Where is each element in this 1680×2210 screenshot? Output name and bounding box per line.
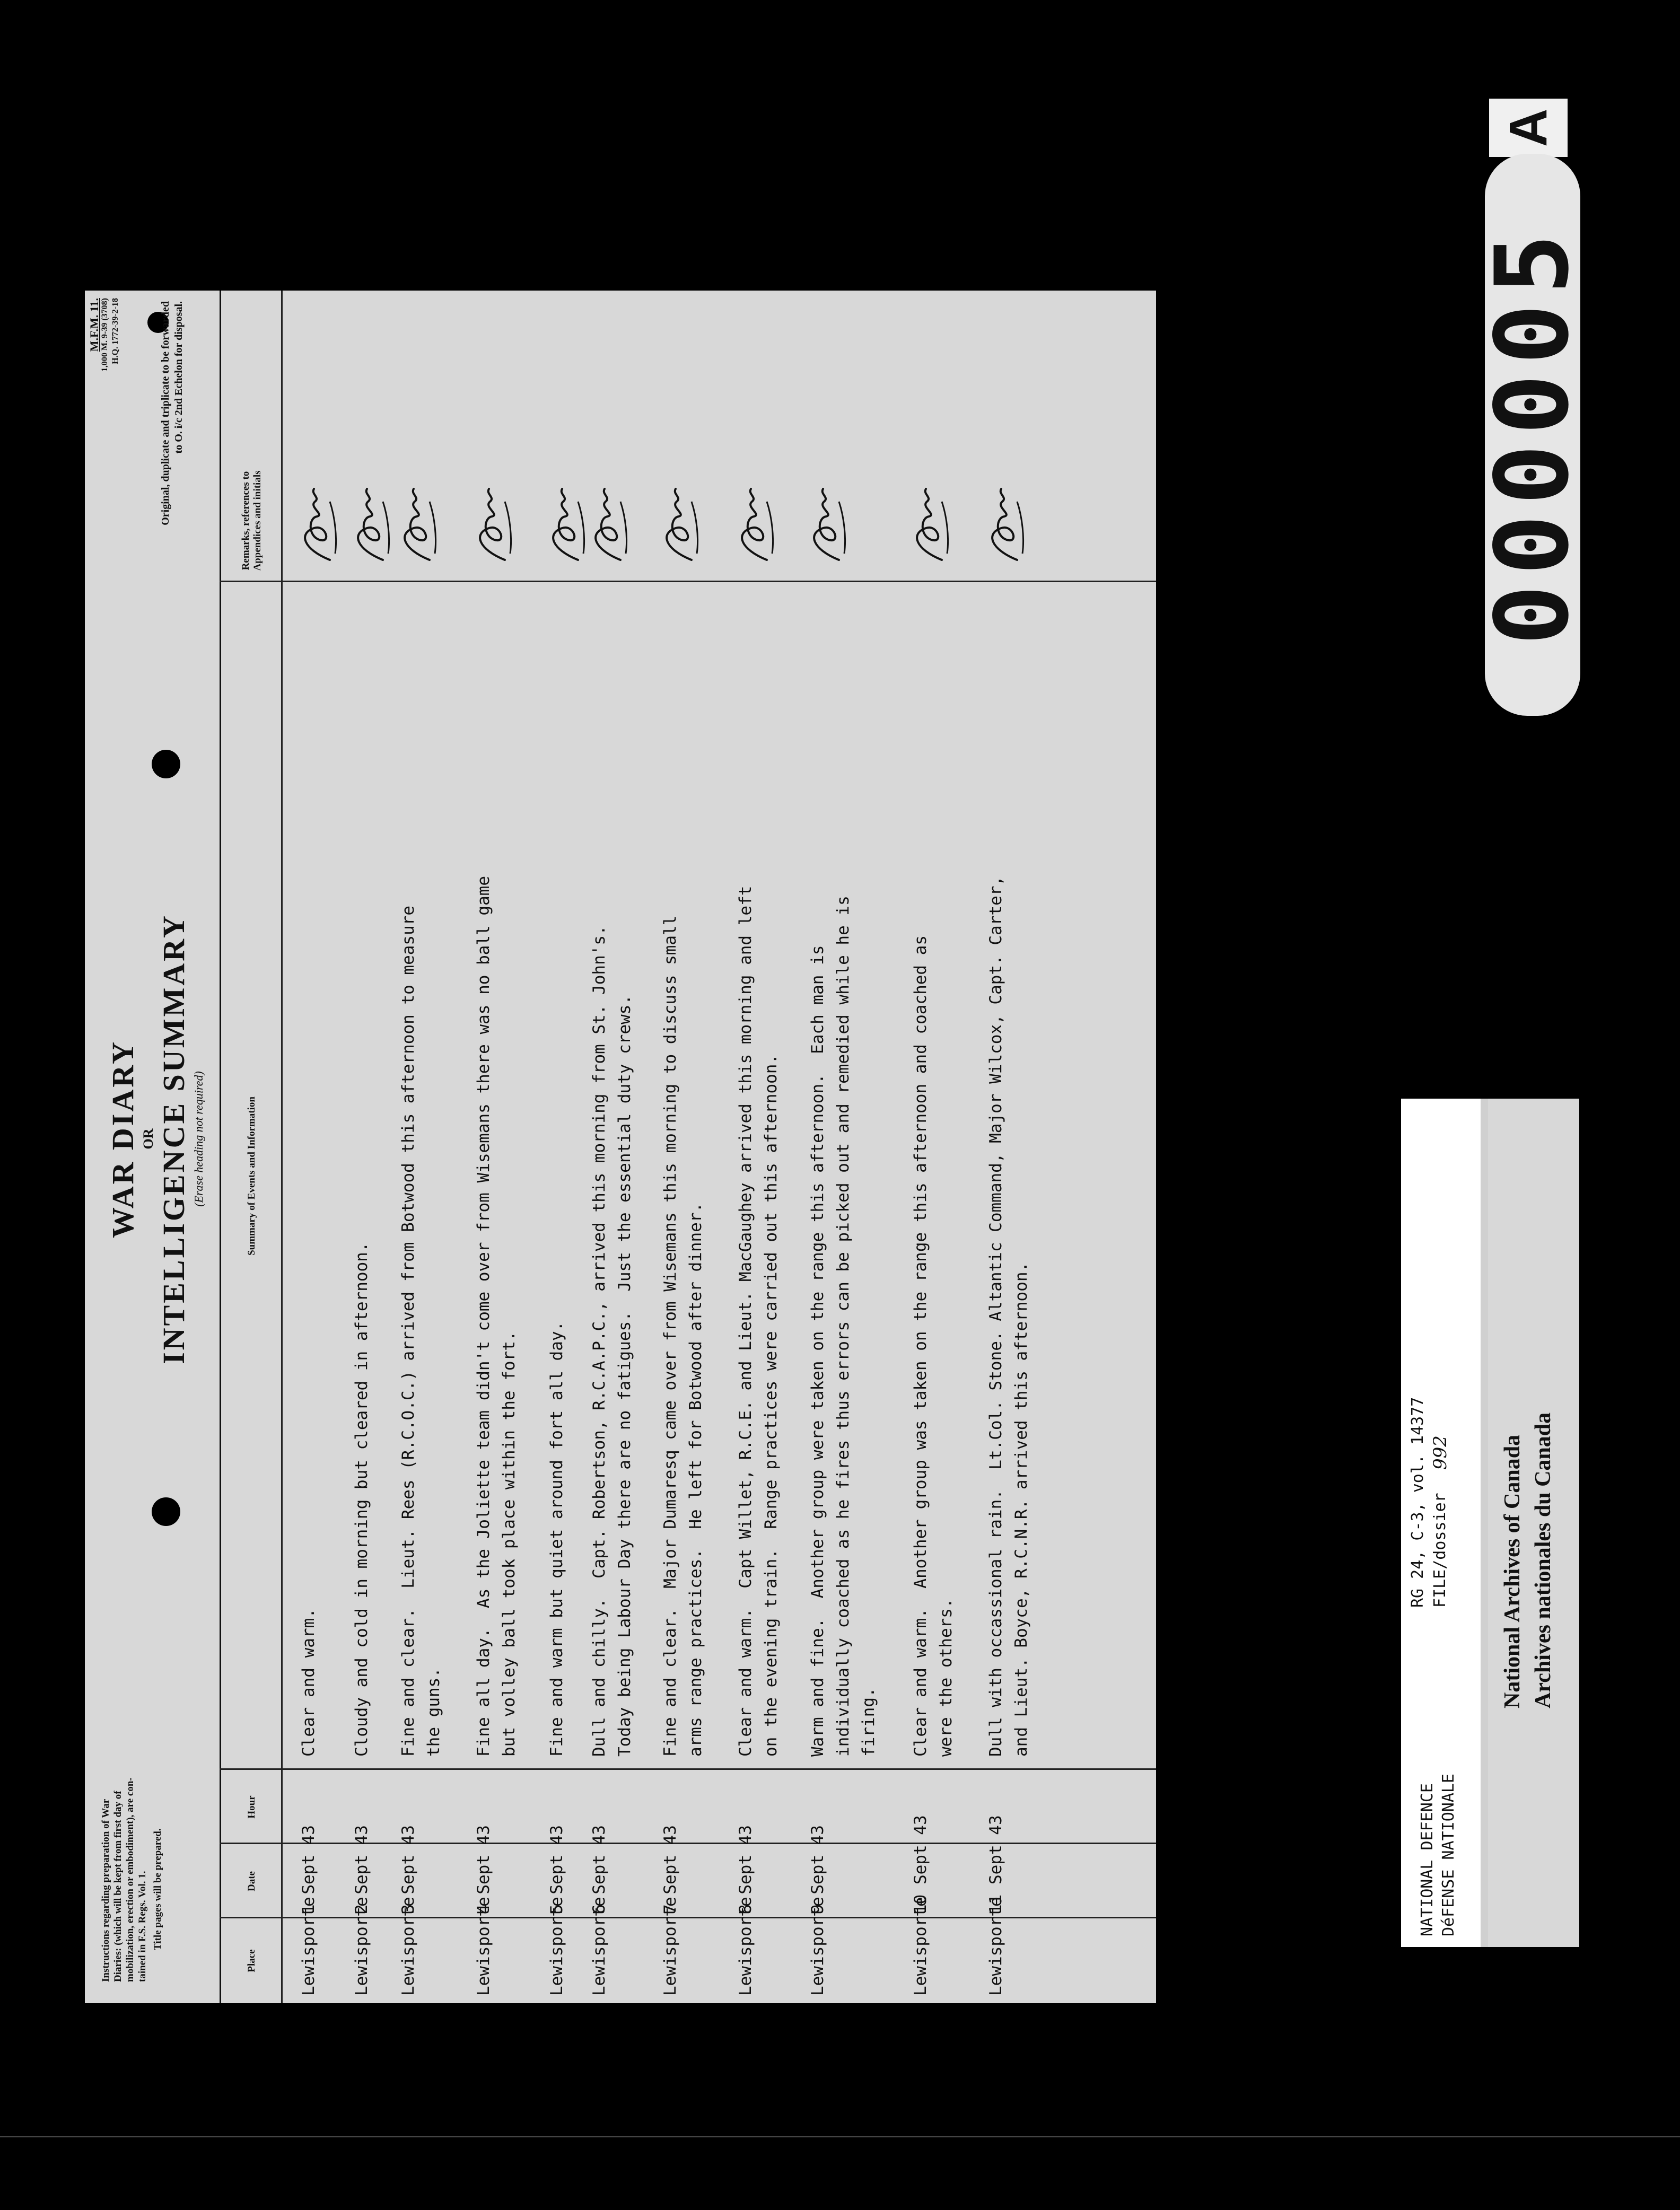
instructions-line-3: mobilization, erection or embodiment), are con- xyxy=(125,1777,136,1982)
entry-place: Lewisporte xyxy=(986,1897,1005,1996)
entry-place: Lewisporte xyxy=(399,1897,418,1996)
entry-initials-signature xyxy=(392,480,445,565)
entry-summary: Cloudy and cold in morning but cleared in afternoon. xyxy=(352,1242,371,1757)
entry-place: Lewisporte xyxy=(352,1897,371,1996)
bottom-rule xyxy=(0,2136,1680,2137)
signature-mark xyxy=(905,486,950,565)
signature-mark xyxy=(346,486,391,565)
entry-summary: Clear and warm. Capt Willet, R.C.E. and Lieut. MacGaughey arrived this morning and left on the evening train. Range practices were carried out this afternoon. xyxy=(736,885,781,1757)
signature-mark xyxy=(468,486,513,565)
header-rule xyxy=(281,291,283,2003)
instructions-line-2: Diaries: (which will be kept from first day of xyxy=(112,1791,124,1982)
entry-summary: Fine all day. As the Joliette team didn't come over from Wisemans there was no ball game but volley ball took place within the fort. xyxy=(474,875,519,1757)
entry-place: Lewisporte xyxy=(590,1897,609,1996)
entry-date: 4 Sept 43 xyxy=(474,1825,493,1914)
title-or: OR xyxy=(141,1128,156,1150)
original-note-line-2: to O. i/c 2nd Echelon for disposal. xyxy=(173,301,185,454)
entry-summary: Clear and warm. Another group was taken on the range this afternoon and coached as were the others. xyxy=(911,935,956,1757)
entry-initials-signature xyxy=(802,480,855,565)
signature-mark xyxy=(730,486,775,565)
entry-date: 9 Sept 43 xyxy=(808,1825,827,1914)
form-meta-2: H.Q. 1772-39-2-18 xyxy=(111,298,120,364)
entry-summary: Fine and warm but quiet around fort all day. xyxy=(547,1321,566,1757)
entry-initials-signature xyxy=(980,480,1033,565)
form-title xyxy=(106,741,207,1537)
table-header xyxy=(220,291,283,2003)
entry-date: 10 Sept 43 xyxy=(911,1815,930,1914)
instructions-line-1: Instructions regarding preparation of War xyxy=(100,1799,111,1982)
erase-heading-note: (Erase heading not required) xyxy=(192,1071,205,1207)
entry-summary: Clear and warm. xyxy=(299,1608,318,1757)
file-label: FILE/dossier xyxy=(1431,1493,1449,1608)
file-number: 992 xyxy=(1430,1435,1451,1470)
entry-date: 3 Sept 43 xyxy=(399,1825,418,1914)
reel-letter: A xyxy=(1499,108,1558,147)
entry-date: 1 Sept 43 xyxy=(299,1825,318,1914)
signature-mark xyxy=(541,486,587,565)
frame-number-strip xyxy=(1474,154,1591,716)
entry-place: Lewisporte xyxy=(299,1897,318,1996)
original-note xyxy=(159,301,186,641)
archives-name-en: National Archives of Canada xyxy=(1500,1434,1525,1708)
instructions-line-4: tained in F.S. Regs. Vol. 1. xyxy=(137,1871,148,1982)
entry-place: Lewisporte xyxy=(547,1897,566,1996)
archives-name-fr: Archives nationales du Canada xyxy=(1531,1412,1555,1708)
entry-initials-signature xyxy=(293,480,346,565)
entry-initials-signature xyxy=(905,480,958,565)
entry-place: Lewisporte xyxy=(474,1897,493,1996)
form-code: M.F.M. 11. xyxy=(88,298,101,352)
entry-date: 7 Sept 43 xyxy=(661,1825,680,1914)
entry-initials-signature xyxy=(346,480,399,565)
signature-mark xyxy=(293,486,338,565)
entry-date: 5 Sept 43 xyxy=(547,1825,566,1914)
war-diary-page xyxy=(85,291,1156,2003)
entry-initials-signature xyxy=(468,480,521,565)
column-header-remarks: Remarks, references to Appendices and initials xyxy=(240,470,263,571)
original-note-line-1: Original, duplicate and triplicate to be forwarded xyxy=(160,301,171,525)
entry-place: Lewisporte xyxy=(661,1897,680,1996)
signature-mark xyxy=(654,486,700,565)
frame-number: 000005 xyxy=(1474,224,1591,646)
column-header-place: Place xyxy=(246,1949,257,1972)
title-intelligence-summary: INTELLIGENCE SUMMARY xyxy=(156,914,191,1364)
signature-mark xyxy=(802,486,847,565)
reel-letter-box xyxy=(1489,99,1568,157)
entry-summary: Dull and chilly. Capt. Robertson, R.C.A.P.C., arrived this morning from St. John's. Today being Labour Day there are no fatigues. Just the essential duty crews. xyxy=(590,925,634,1757)
form-code-block xyxy=(89,298,121,372)
dept-en: NATIONAL DEFENCE xyxy=(1418,1783,1437,1936)
signature-mark xyxy=(392,486,438,565)
label-divider xyxy=(1481,1099,1488,1947)
entry-date: 8 Sept 43 xyxy=(736,1825,755,1914)
entry-summary: Fine and clear. Major Dumaresq came over from Wisemans this morning to discuss small arms range practices. He left for Botwood after dinner. xyxy=(661,915,705,1757)
archives-reference: RG 24, C-3, vol. 14377 xyxy=(1408,1397,1427,1608)
entry-initials-signature xyxy=(583,480,636,565)
entry-summary: Fine and clear. Lieut. Rees (R.C.O.C.) arrived from Botwood this afternoon to measure the guns. xyxy=(399,905,443,1757)
instructions-block xyxy=(100,1685,164,1982)
entry-date: 11 Sept 43 xyxy=(986,1815,1005,1914)
entry-summary: Dull with occassional rain. Lt.Col. Stone. Altantic Command, Major Wilcox, Capt. Carter, and Lieut. Boyce, R.C.N.R. arrived this afternoon. xyxy=(986,875,1031,1757)
signature-mark xyxy=(980,486,1026,565)
entry-summary: Warm and fine. Another group were taken on the range this afternoon. Each man is individually coached as he fires thus errors can be picked out and remedied while he is firing. xyxy=(808,896,878,1757)
dept-fr: DéFENSE NATIONALE xyxy=(1439,1773,1458,1936)
archives-label xyxy=(1401,1099,1579,1947)
column-divider-4 xyxy=(220,581,1156,582)
title-war-diary: WAR DIARY xyxy=(106,1040,140,1238)
signature-mark xyxy=(583,486,629,565)
entry-initials-signature xyxy=(730,480,783,565)
entry-place: Lewisporte xyxy=(736,1897,755,1996)
form-meta-1: 1,000 M. 9-39 (3708) xyxy=(100,298,109,372)
column-header-hour: Hour xyxy=(246,1795,257,1819)
entry-place: Lewisporte xyxy=(808,1897,827,1996)
entry-date: 6 Sept 43 xyxy=(590,1825,609,1914)
entry-place: Lewisporte xyxy=(911,1897,930,1996)
entry-date: 2 Sept 43 xyxy=(352,1825,371,1914)
title-pages-note: Title pages will be prepared. xyxy=(152,1828,163,1950)
entry-initials-signature xyxy=(654,480,707,565)
column-header-summary: Summary of Events and Information xyxy=(246,1097,257,1256)
column-header-date: Date xyxy=(246,1871,257,1891)
